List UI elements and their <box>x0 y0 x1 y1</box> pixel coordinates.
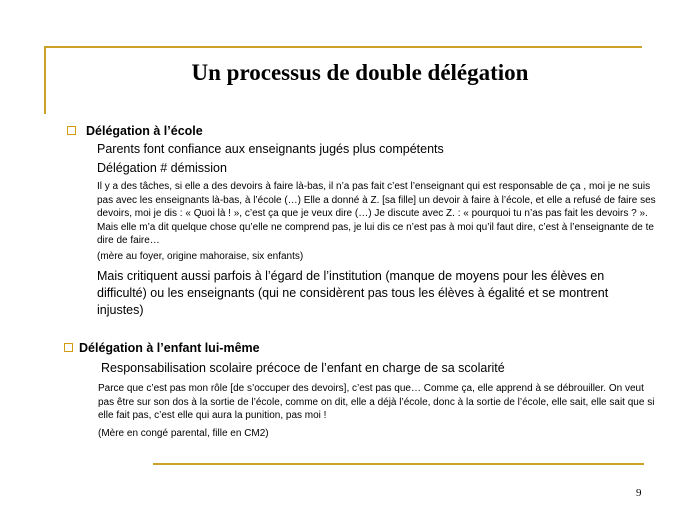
top-border-line <box>44 46 642 48</box>
text-child-responsibility: Responsabilisation scolaire précoce de l’enfant en charge de sa scolarité <box>101 361 505 375</box>
square-bullet-icon <box>64 343 73 352</box>
quote-school: Il y a des tâches, si elle a des devoirs à faire là-bas, il n’a pas fait c’est l’enseignant qui est responsable de ça , moi je ne suis pas avec les enseignants là-bas, à l’école (…) Elle a donné à Z. [sa fille] un devoir à faire à l’école, et elle a refusé de faire ses devoirs, moi je dis : « Quoi là ! », c’est ça que je veux dire (…) Je discute avec Z. : « pourquoi tu n’as pas fait les devoirs ? ». Mais elle m’a dit quelque chose qu’elle ne comprend pas, je lui dis ce n’est pas à moi qu’il faut dire, c’est à l’enseignante de te dire de faire… <box>97 181 656 246</box>
citation-child: (Mère en congé parental, fille en CM2) <box>98 428 269 439</box>
citation-school: (mère au foyer, origine mahoraise, six enfants) <box>97 251 304 262</box>
bottom-border-line <box>153 463 644 465</box>
text-delegation-resignation: Délégation # démission <box>97 161 227 175</box>
section-heading-child: Délégation à l’enfant lui-même <box>79 341 260 355</box>
page-number: 9 <box>636 487 642 499</box>
left-border-line <box>44 46 46 114</box>
section-heading-school: Délégation à l’école <box>86 124 203 138</box>
square-bullet-icon <box>67 126 76 135</box>
text-trust-teachers: Parents font confiance aux enseignants jugés plus compétents <box>97 142 444 156</box>
quote-child: Parce que c’est pas mon rôle [de s’occuper des devoirs], c’est pas que… Comme ça, elle apprend à se débrouiller. On veut pas être sur son dos à la sortie de l’école, comme on dit, elle a déjà l’école, donc à la sortie de l’école, elle sait, elle sait que si elle fait pas, c’est elle qui aura la punition, pas moi ! <box>98 383 655 421</box>
paragraph-criticism: Mais critiquent aussi parfois à l’égard de l’institution (manque de moyens pour les élèves en difficulté) ou les enseignants (qui ne considèrent pas tous les élèves à égalité et se montrent injustes) <box>97 269 609 317</box>
slide-title: Un processus de double délégation <box>191 60 529 85</box>
